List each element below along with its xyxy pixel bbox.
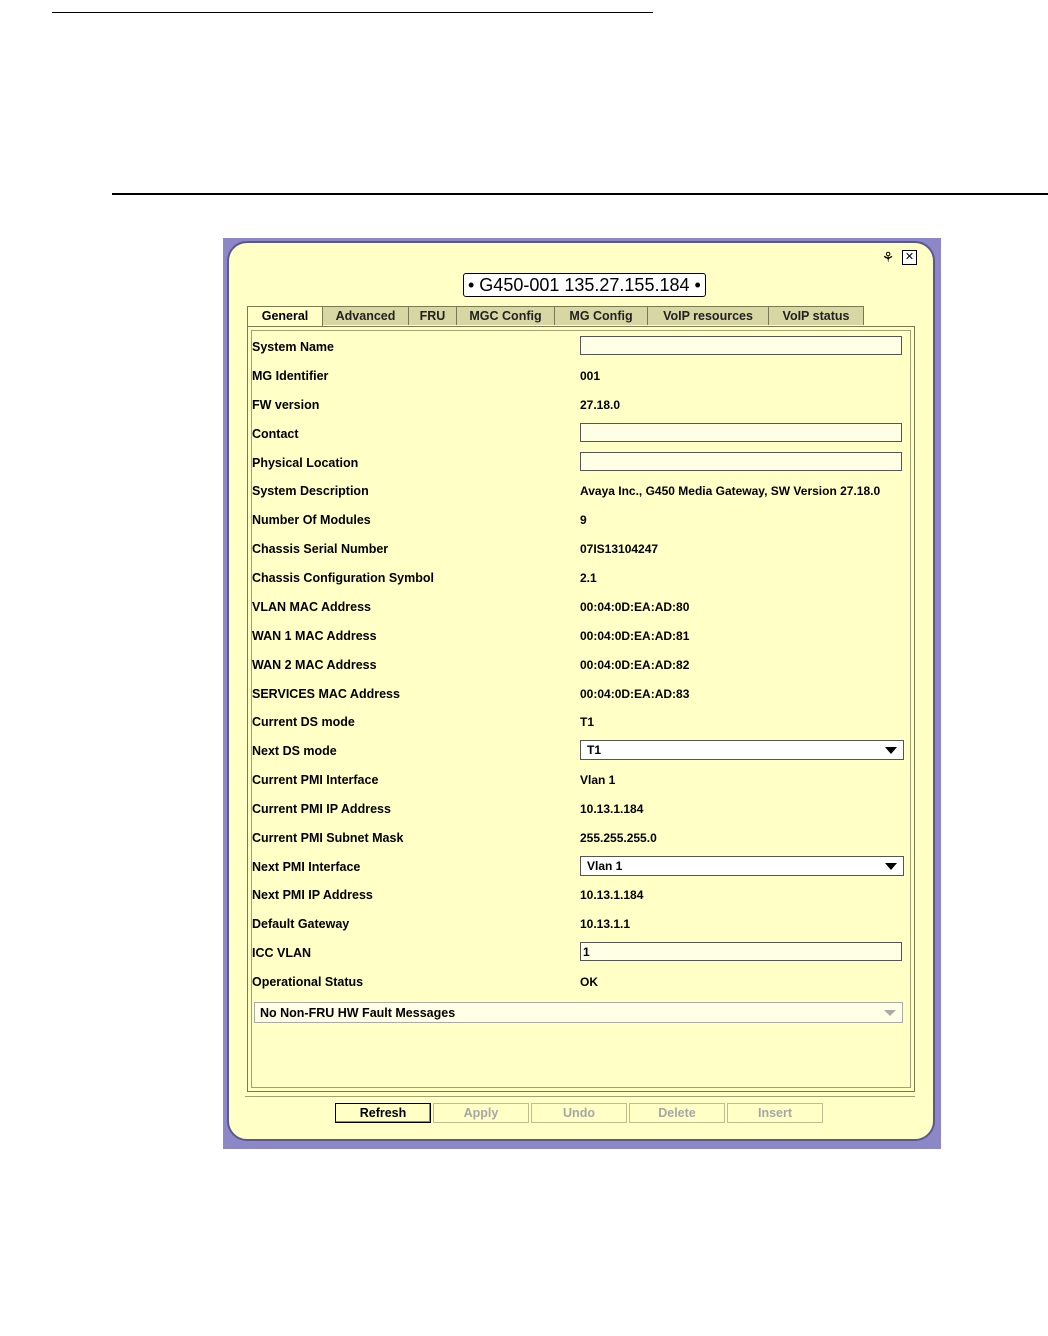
chassis-serial-value: 07IS13104247 bbox=[580, 542, 659, 556]
current-pmi-ip-value: 10.13.1.184 bbox=[580, 802, 644, 816]
section-rule bbox=[112, 193, 1048, 195]
next-ds-mode-label: Next DS mode bbox=[252, 744, 337, 758]
chassis-config-symbol-label: Chassis Configuration Symbol bbox=[252, 571, 434, 585]
fw-version-value: 27.18.0 bbox=[580, 398, 621, 412]
tab-fru[interactable]: FRU bbox=[408, 306, 457, 325]
apply-button[interactable]: Apply bbox=[433, 1103, 529, 1123]
mg-identifier-label: MG Identifier bbox=[252, 369, 329, 383]
wan1-mac-label: WAN 1 MAC Address bbox=[252, 629, 377, 643]
services-mac-value: 00:04:0D:EA:AD:83 bbox=[580, 687, 690, 701]
mg-identifier-value: 001 bbox=[580, 369, 601, 383]
chassis-serial-label: Chassis Serial Number bbox=[252, 542, 389, 556]
current-ds-mode-label: Current DS mode bbox=[252, 715, 355, 729]
pin-icon[interactable]: ⚘ bbox=[881, 249, 895, 265]
icc-vlan-label: ICC VLAN bbox=[252, 946, 312, 960]
close-icon[interactable]: ✕ bbox=[902, 250, 917, 265]
next-pmi-ip-row bbox=[252, 884, 904, 906]
icc-vlan-row bbox=[252, 942, 904, 964]
vlan-mac-label: VLAN MAC Address bbox=[252, 600, 371, 614]
physical-location-row bbox=[252, 452, 904, 474]
services-mac-label: SERVICES MAC Address bbox=[252, 687, 400, 701]
current-pmi-ip-label: Current PMI IP Address bbox=[252, 802, 391, 816]
wan1-mac-row bbox=[252, 625, 904, 647]
tab-general[interactable]: General bbox=[247, 306, 323, 327]
wan2-mac-label: WAN 2 MAC Address bbox=[252, 658, 377, 672]
chassis-serial-row bbox=[252, 538, 904, 560]
current-pmi-interface-value: Vlan 1 bbox=[580, 773, 616, 787]
default-gateway-row bbox=[252, 913, 904, 935]
tab-mg-config[interactable]: MG Config bbox=[554, 306, 648, 325]
operational-status-row bbox=[252, 971, 904, 993]
window-controls bbox=[880, 249, 917, 265]
button-bar bbox=[245, 1096, 915, 1127]
window-frame bbox=[223, 238, 941, 1149]
current-ds-mode-value: T1 bbox=[580, 715, 595, 729]
physical-location-label: Physical Location bbox=[252, 456, 359, 470]
tab-voip-resources[interactable]: VoIP resources bbox=[647, 306, 769, 325]
undo-button[interactable]: Undo bbox=[531, 1103, 627, 1123]
current-pmi-mask-row bbox=[252, 827, 904, 849]
fw-version-label: FW version bbox=[252, 398, 320, 412]
mg-identifier-row bbox=[252, 365, 904, 387]
chassis-config-symbol-row bbox=[252, 567, 904, 589]
next-pmi-ip-value: 10.13.1.184 bbox=[580, 888, 644, 902]
operational-status-value: OK bbox=[580, 975, 598, 989]
fw-version-row bbox=[252, 394, 904, 416]
default-gateway-value: 10.13.1.1 bbox=[580, 917, 631, 931]
window-title: • G450-001 135.27.155.184 • bbox=[463, 273, 706, 297]
insert-button[interactable]: Insert bbox=[727, 1103, 823, 1123]
current-pmi-mask-value: 255.255.255.0 bbox=[580, 831, 657, 845]
next-pmi-interface-select[interactable] bbox=[580, 856, 904, 876]
current-ds-mode-row bbox=[252, 711, 904, 733]
dropdown-arrow-icon[interactable] bbox=[885, 863, 897, 870]
vlan-mac-row bbox=[252, 596, 904, 618]
next-pmi-interface-selected: Vlan 1 bbox=[587, 859, 623, 873]
tab-mgc-config[interactable]: MGC Config bbox=[456, 306, 555, 325]
contact-row bbox=[252, 423, 904, 445]
physical-location-input[interactable] bbox=[580, 452, 902, 471]
system-description-value: Avaya Inc., G450 Media Gateway, SW Version 27.18.0 bbox=[580, 484, 881, 498]
vlan-mac-value: 00:04:0D:EA:AD:80 bbox=[580, 600, 690, 614]
contact-input[interactable] bbox=[580, 423, 902, 442]
current-pmi-interface-row bbox=[252, 769, 904, 791]
dropdown-arrow-icon[interactable] bbox=[885, 747, 897, 754]
services-mac-row bbox=[252, 683, 904, 705]
wan2-mac-row bbox=[252, 654, 904, 676]
fault-messages-selected: No Non-FRU HW Fault Messages bbox=[260, 1006, 456, 1020]
contact-label: Contact bbox=[252, 427, 299, 441]
refresh-button[interactable]: Refresh bbox=[335, 1103, 431, 1123]
next-pmi-interface-row bbox=[252, 856, 904, 878]
wan2-mac-value: 00:04:0D:EA:AD:82 bbox=[580, 658, 690, 672]
next-ds-mode-row bbox=[252, 740, 904, 762]
tab-bar bbox=[247, 306, 863, 326]
top-rule bbox=[52, 12, 653, 13]
operational-status-label: Operational Status bbox=[252, 975, 364, 989]
default-gateway-label: Default Gateway bbox=[252, 917, 350, 931]
next-ds-mode-selected: T1 bbox=[587, 743, 602, 757]
device-window bbox=[227, 241, 935, 1141]
next-ds-mode-select[interactable] bbox=[580, 740, 904, 760]
system-description-label: System Description bbox=[252, 484, 369, 498]
system-description-row bbox=[252, 480, 904, 502]
delete-button[interactable]: Delete bbox=[629, 1103, 725, 1123]
wan1-mac-value: 00:04:0D:EA:AD:81 bbox=[580, 629, 690, 643]
chassis-config-symbol-value: 2.1 bbox=[580, 571, 597, 585]
system-name-input[interactable] bbox=[580, 336, 902, 355]
system-name-label: System Name bbox=[252, 340, 334, 354]
fault-messages-select[interactable] bbox=[254, 1002, 903, 1023]
dropdown-arrow-icon[interactable] bbox=[884, 1010, 896, 1016]
number-of-modules-row bbox=[252, 509, 904, 531]
icc-vlan-input[interactable]: 1 bbox=[580, 942, 902, 961]
current-pmi-ip-row bbox=[252, 798, 904, 820]
number-of-modules-value: 9 bbox=[580, 513, 587, 527]
next-pmi-ip-label: Next PMI IP Address bbox=[252, 888, 373, 902]
tab-advanced[interactable]: Advanced bbox=[322, 306, 409, 325]
tab-voip-status[interactable]: VoIP status bbox=[768, 306, 864, 325]
next-pmi-interface-label: Next PMI Interface bbox=[252, 860, 361, 874]
number-of-modules-label: Number Of Modules bbox=[252, 513, 371, 527]
current-pmi-interface-label: Current PMI Interface bbox=[252, 773, 379, 787]
general-panel bbox=[247, 326, 915, 1092]
current-pmi-mask-label: Current PMI Subnet Mask bbox=[252, 831, 404, 845]
system-name-row bbox=[252, 336, 904, 358]
